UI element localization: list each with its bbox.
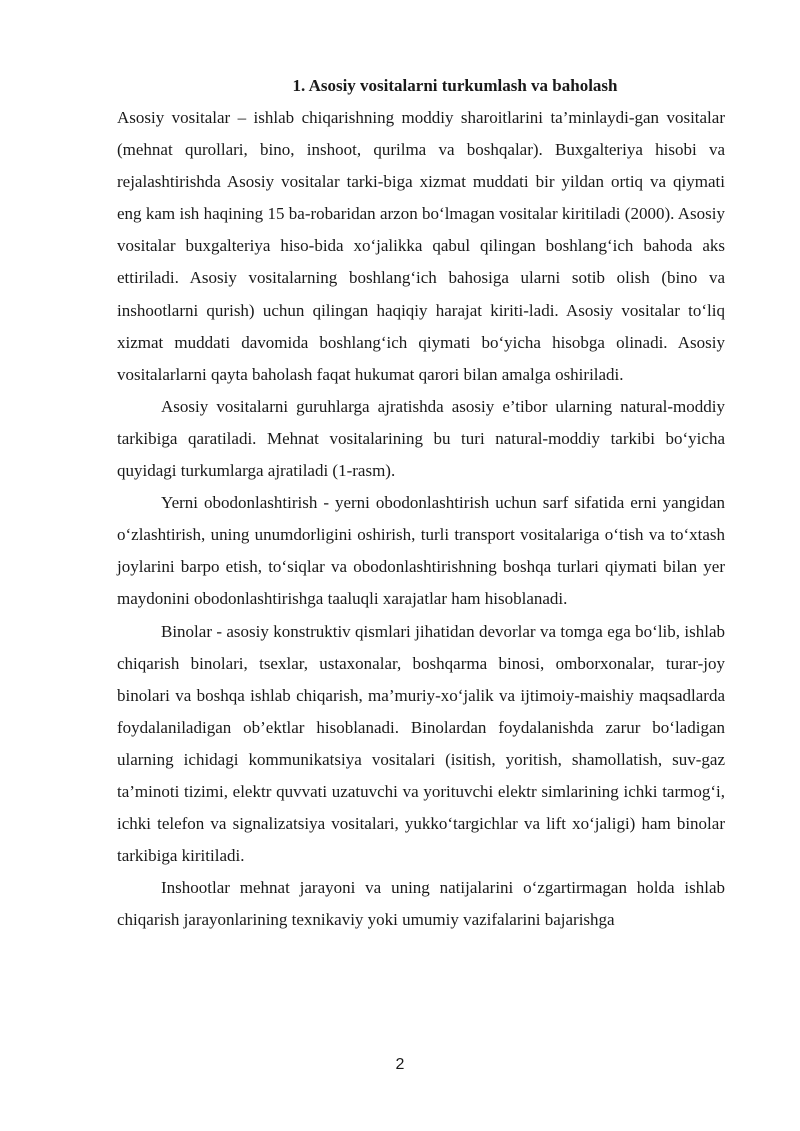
paragraph-land-improvement: Yerni obodonlashtirish - yerni obodonlashtirish uchun sarf sifatida erni yangidan o‘zlashtirish, uning unumdorligini oshirish, turli transport vositalariga o‘tish va to‘xtash joylarini barpo etish, to‘siqlar va obodonlashtirishning boshqa turlari qiymati bilan yer maydonini obodonlashtirishga taaluqli xarajatlar ham hisoblanadi. xyxy=(117,493,725,609)
paragraph-grouping: Asosiy vositalarni guruhlarga ajratishda asosiy e’tibor ularning natural-moddiy tarkibiga qaratiladi. Mehnat vositalarining bu turi natural-moddiy tarkibi bo‘yicha quyidagi turkumlarga ajratiladi (1-rasm). xyxy=(117,396,725,481)
paragraph-structures: Inshootlar mehnat jarayoni va uning natijalarini o‘zgartirmagan holda ishlab chiqarish jarayonlarining texnikaviy yoki umumiy vazifalarini bajarishga xyxy=(117,878,725,930)
document-page xyxy=(117,70,725,936)
paragraph-buildings: Binolar - asosiy konstruktiv qismlari jihatidan devorlar va tomga ega bo‘lib, ishlab chiqarish binolari, tsexlar, ustaxonalar, boshqarma binosi, omborxonalar, turar-joy binolari va boshqa ishlab chiqarish, ma’muriy-xo‘jalik va ijtimoiy-maishiy maqsadlarda foydalaniladigan ob’ektlar hisoblanadi. Binolardan foydalanishda zarur bo‘ladigan ularning ichidagi kommunikatsiya vositalari (isitish, yoritish, shamollatish, suv-gaz ta’minoti tizimi, elektr quvvati uzatuvchi va yorituvchi elektr simlarining ichki tarmog‘i, ichki telefon va signalizatsiya vositalari, yukko‘targichlar va lift xo‘jaligi) ham binolar tarkibiga kiritiladi. xyxy=(117,621,725,866)
section-heading: 1. Asosiy vositalarni turkumlash va baholash xyxy=(292,76,618,95)
paragraph-definition: Asosiy vositalar – ishlab chiqarishning moddiy sharoitlarini ta’minlaydi-gan vositalar (mehnat qurollari, bino, inshoot, qurilma va boshqalar). Buxgalteriya hisobi va rejalashtirishda Asosiy vositalar tarki-biga xizmat muddati bir yildan ortiq va qiymati eng kam ish haqining 15 ba-robaridan arzon bo‘lmagan vositalar kiritiladi (2000). Asosiy vositalar buxgalteriya hiso-bida xo‘jalikka qabul qilingan boshlang‘ich bahoda aks ettiriladi. Asosiy vositalarning boshlang‘ich bahosiga ularni sotib olish (bino va inshootlarni qurish) uchun qilingan haqiqiy harajat kiriti-ladi. Asosiy vositalar to‘liq xizmat muddati davomida boshlang‘ich qiymati bo‘yicha hisobga olinadi. Asosiy vositalarlarni qayta baholash faqat hukumat qarori bilan amalga oshiriladi. xyxy=(117,108,725,384)
page-number: 2 xyxy=(395,1056,405,1073)
